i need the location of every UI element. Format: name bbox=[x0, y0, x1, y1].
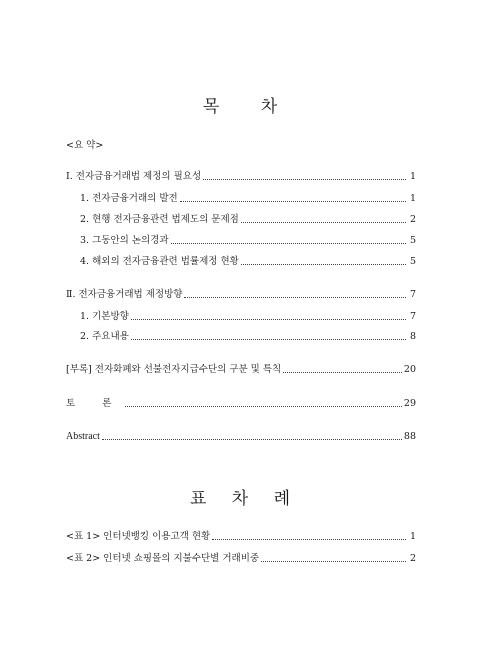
dot-leader bbox=[212, 539, 406, 540]
toc-entry-label: 3. 그동안의 논의경과 bbox=[80, 235, 169, 246]
dot-leader bbox=[102, 439, 402, 440]
toc-entry-label: 2. 주요내용 bbox=[80, 331, 129, 342]
toc-entry-page: 20 bbox=[403, 364, 416, 375]
dot-leader bbox=[241, 222, 406, 223]
toc-entry-label: [부록] 전자화폐와 선불전자지급수단의 구분 및 특칙 bbox=[66, 364, 282, 375]
table-entry-label: <표 1> 인터넷뱅킹 이용고객 현황 bbox=[66, 531, 211, 542]
dot-leader bbox=[241, 264, 406, 265]
dot-leader bbox=[131, 339, 406, 340]
toc-entry-2-2[interactable] bbox=[80, 331, 416, 343]
toc-entry-1-1[interactable] bbox=[80, 193, 416, 205]
dot-leader bbox=[180, 201, 406, 202]
toc-entry-label: 2. 현행 전자금융관련 법제도의 문제점 bbox=[80, 214, 239, 225]
toc-entry-page: 1 bbox=[409, 193, 416, 204]
toc-entry-label: 1. 기본방향 bbox=[80, 311, 129, 322]
toc-entry-page: 29 bbox=[403, 398, 416, 409]
toc-entry-page: 5 bbox=[409, 256, 416, 267]
toc-entry-section-1[interactable] bbox=[66, 171, 416, 183]
toc-entry-label: Ⅱ. 전자금융거래법 제정방향 bbox=[66, 289, 183, 300]
table-list-entry-2[interactable] bbox=[66, 553, 416, 565]
summary-link[interactable]: <요 약> bbox=[66, 140, 104, 151]
table-entry-page: 1 bbox=[409, 531, 416, 542]
toc-entry-page: 1 bbox=[409, 171, 416, 182]
toc-entry-section-2[interactable] bbox=[66, 289, 416, 301]
toc-entry-2-1[interactable] bbox=[80, 311, 416, 323]
toc-entry-1-3[interactable] bbox=[80, 235, 416, 247]
toc-entry-page: 88 bbox=[403, 431, 416, 442]
toc-entry-label: Abstract bbox=[66, 431, 100, 442]
toc-entry-abstract[interactable] bbox=[66, 431, 416, 443]
toc-entry-page: 7 bbox=[409, 289, 416, 300]
toc-entry-page: 2 bbox=[409, 214, 416, 225]
toc-heading: 목 차 bbox=[202, 97, 296, 117]
dot-leader bbox=[171, 243, 406, 244]
table-entry-page: 2 bbox=[409, 553, 416, 564]
table-list-entry-1[interactable] bbox=[66, 531, 416, 543]
toc-entry-label: 1. 전자금융거래의 발전 bbox=[80, 193, 178, 204]
toc-entry-page: 7 bbox=[409, 311, 416, 322]
dot-leader bbox=[131, 319, 406, 320]
toc-entry-label: Ⅰ. 전자금융거래법 제정의 필요성 bbox=[66, 171, 202, 182]
toc-entry-page: 8 bbox=[409, 331, 416, 342]
dot-leader bbox=[184, 297, 406, 298]
toc-entry-1-2[interactable] bbox=[80, 214, 416, 226]
tables-heading: 표 차 례 bbox=[189, 489, 301, 509]
toc-entry-1-4[interactable] bbox=[80, 256, 416, 268]
dot-leader bbox=[125, 406, 402, 407]
toc-entry-appendix[interactable] bbox=[66, 364, 416, 376]
dot-leader bbox=[203, 179, 406, 180]
toc-entry-label: 4. 해외의 전자금융관련 법률제정 현황 bbox=[80, 256, 239, 267]
table-entry-label: <표 2> 인터넷 쇼핑몰의 지불수단별 거래비중 bbox=[66, 553, 260, 564]
dot-leader bbox=[261, 561, 406, 562]
toc-entry-discussion[interactable] bbox=[66, 398, 416, 410]
toc-entry-label: 토 론 bbox=[66, 398, 124, 409]
dot-leader bbox=[283, 372, 402, 373]
toc-entry-page: 5 bbox=[409, 235, 416, 246]
